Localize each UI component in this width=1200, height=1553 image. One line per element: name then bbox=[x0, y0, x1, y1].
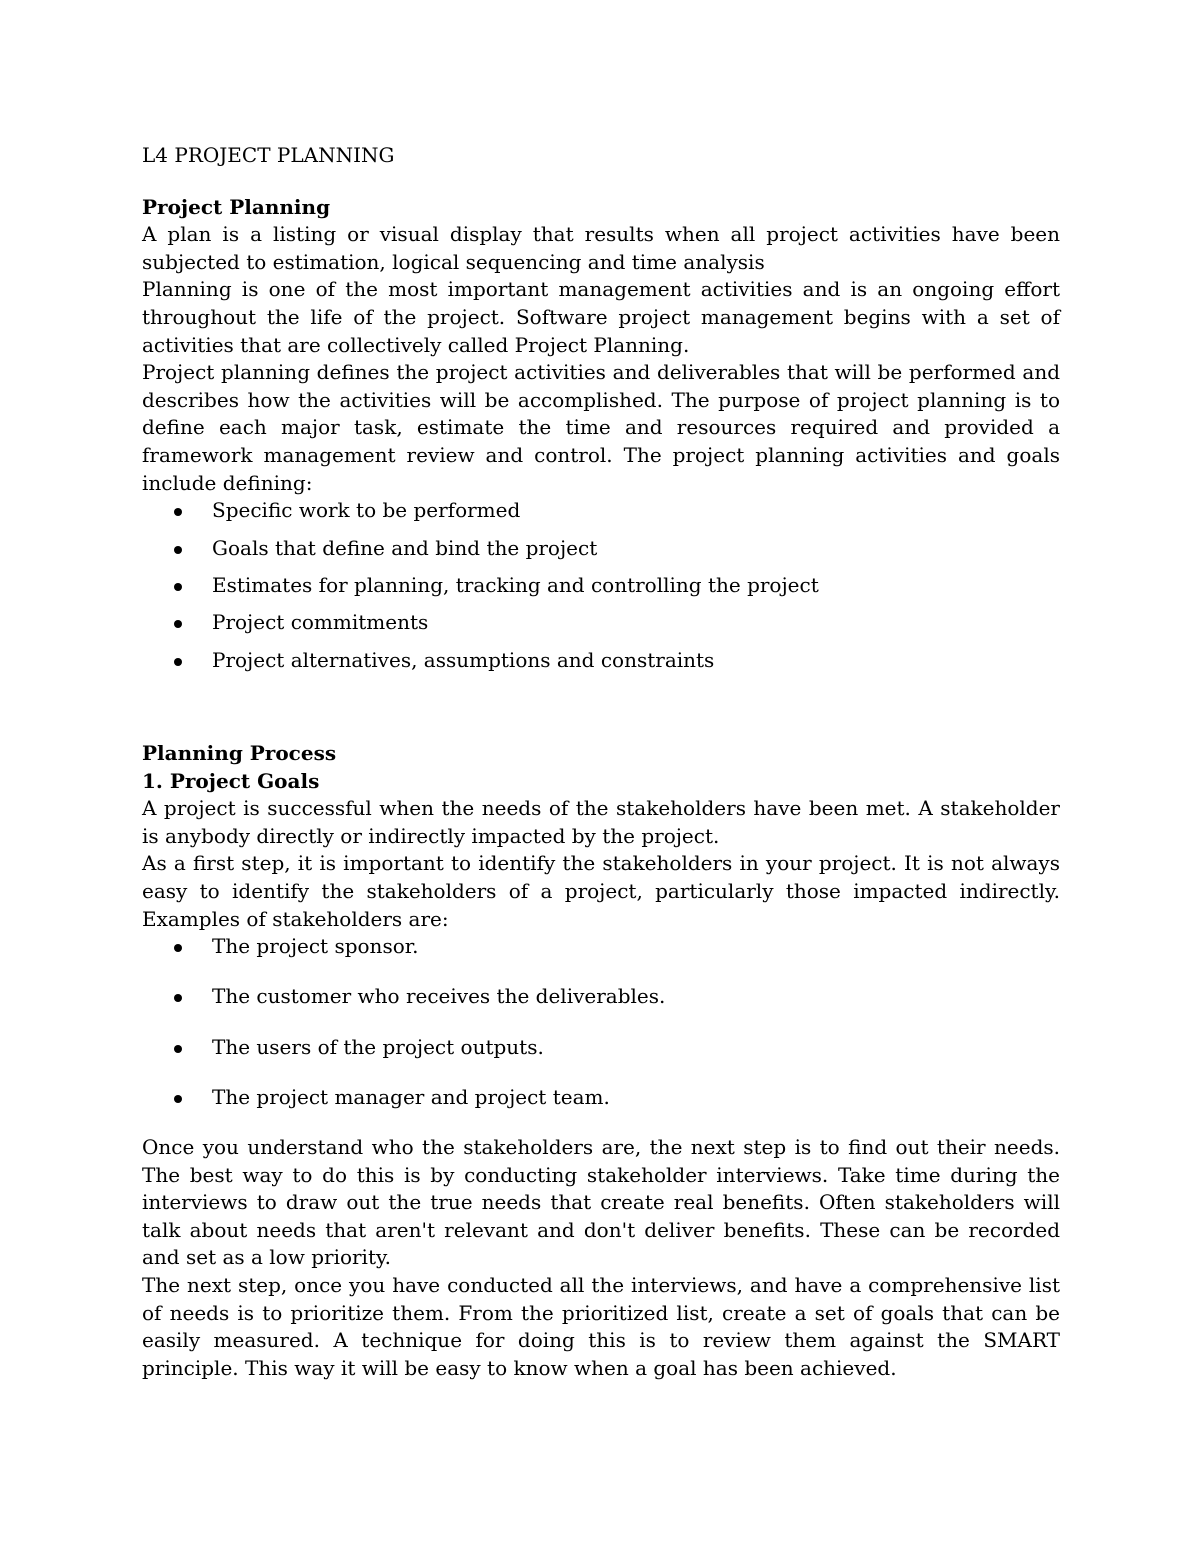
bullet-icon bbox=[174, 944, 182, 952]
bullet-list-stakeholders bbox=[142, 933, 1060, 1111]
list-item bbox=[142, 983, 1060, 1011]
bullet-list-planning-activities bbox=[142, 497, 1060, 674]
list-item bbox=[142, 1034, 1060, 1062]
list-item bbox=[142, 1084, 1060, 1112]
list-item-text: The project manager and project team. bbox=[212, 1084, 610, 1109]
bullet-icon bbox=[174, 508, 182, 516]
list-item-text: Project commitments bbox=[212, 610, 429, 635]
paragraph: A project is successful when the needs of the stakeholders have been met. A stakeholder is anybody directly or indirectly impacted by the project. bbox=[142, 796, 1060, 848]
paragraph: The next step, once you have conducted all the interviews, and have a comprehensive list of needs is to prioritize them. From the prioritized list, create a set of goals that can be easily measured. A technique for doing this is to review them against the SMART principle. This way it will be easy to know when a goal has been achieved. bbox=[142, 1272, 1060, 1380]
list-item bbox=[142, 535, 1060, 563]
bullet-icon bbox=[174, 1095, 182, 1103]
subheading-project-goals: 1. Project Goals bbox=[142, 768, 320, 793]
bullet-icon bbox=[174, 1045, 182, 1053]
bullet-icon bbox=[174, 546, 182, 554]
spacer bbox=[142, 684, 1060, 740]
paragraph: As a first step, it is important to identify the stakeholders in your project. It is not always easy to identify the stakeholders of a project, particularly those impacted indirectly. Examples of stakeholders are: bbox=[142, 851, 1060, 931]
bullet-icon bbox=[174, 658, 182, 666]
list-item-text: Estimates for planning, tracking and controlling the project bbox=[212, 572, 819, 597]
document-page bbox=[142, 142, 1060, 1382]
list-item-text: Project alternatives, assumptions and constraints bbox=[212, 647, 715, 672]
document-title: L4 PROJECT PLANNING bbox=[142, 143, 395, 167]
paragraph: A plan is a listing or visual display that results when all project activities have been subjected to estimation, logical sequencing and time analysis bbox=[142, 222, 1060, 274]
paragraph: Project planning defines the project activities and deliverables that will be performed and describes how the activities will be accomplished. The purpose of project planning is to define each major task, estimate the time and resources required and provided a framework management review and control. The project planning activities and goals include defining: bbox=[142, 360, 1060, 495]
section-heading-planning-process: Planning Process bbox=[142, 741, 337, 766]
list-item-text: The customer who receives the deliverables. bbox=[212, 984, 666, 1009]
list-item bbox=[142, 647, 1060, 675]
list-item-text: The users of the project outputs. bbox=[212, 1034, 544, 1059]
list-item bbox=[142, 609, 1060, 637]
paragraph: Planning is one of the most important management activities and is an ongoing effort throughout the life of the project. Software project management begins with a set of activities that are collectively called Project Planning. bbox=[142, 277, 1060, 357]
section-heading-project-planning: Project Planning bbox=[142, 194, 331, 219]
bullet-icon bbox=[174, 620, 182, 628]
bullet-icon bbox=[174, 583, 182, 591]
bullet-icon bbox=[174, 994, 182, 1002]
list-item-text: The project sponsor. bbox=[212, 934, 419, 959]
list-item-text: Goals that define and bind the project bbox=[212, 535, 598, 560]
list-item bbox=[142, 933, 1060, 961]
list-item bbox=[142, 497, 1060, 525]
list-item bbox=[142, 572, 1060, 600]
paragraph: Once you understand who the stakeholders are, the next step is to find out their needs. The best way to do this is by conducting stakeholder interviews. Take time during the interviews to draw out the true needs that create real benefits. Often stakeholders will talk about needs that aren't relevant and don't deliver benefits. These can be recorded and set as a low priority. bbox=[142, 1134, 1060, 1270]
list-item-text: Specific work to be performed bbox=[212, 498, 521, 523]
